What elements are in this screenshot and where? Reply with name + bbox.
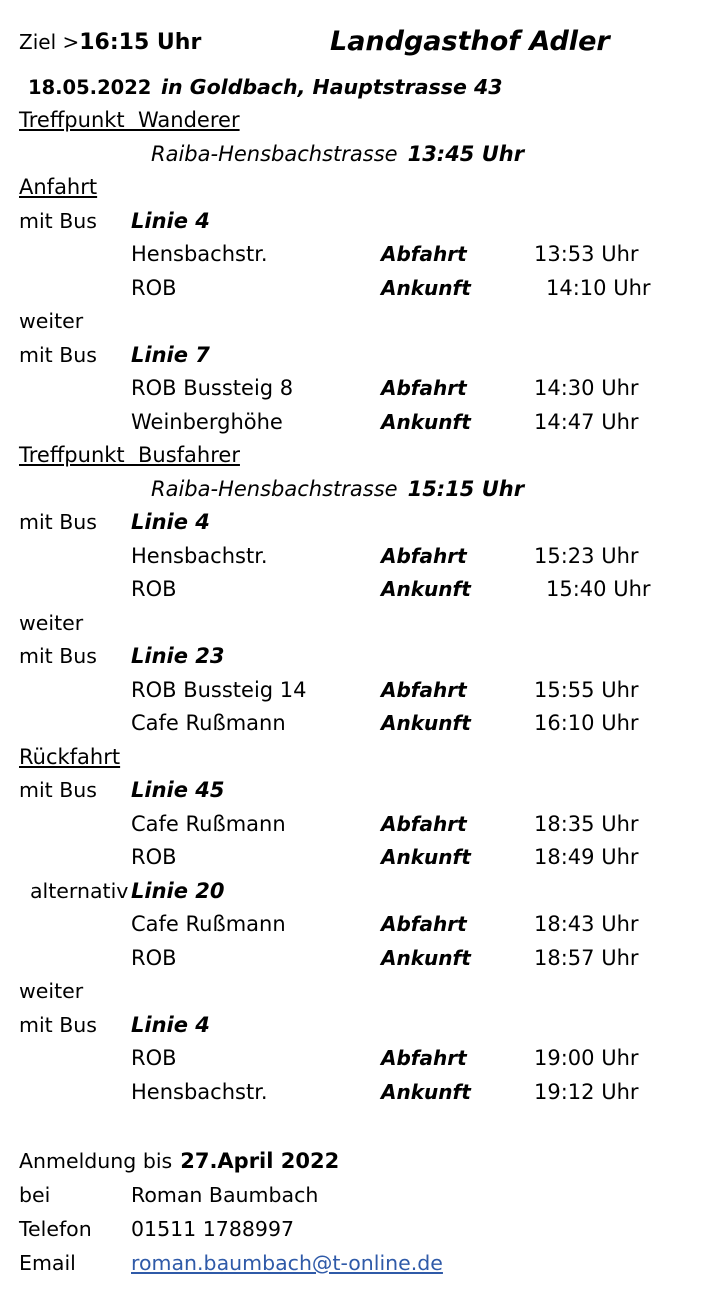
busfahrer-leg2-arr-time: 16:10 Uhr: [534, 711, 639, 735]
rueckfahrt-weiter: [0, 979, 713, 1013]
busfahrer-leg1-departure: [0, 544, 713, 578]
ankunft-label: Ankunft: [381, 845, 471, 869]
section-rueckfahrt: [0, 745, 713, 779]
rueckfahrt-leg2-departure: [0, 1046, 713, 1080]
busfahrer-leg1-arr-stop: ROB: [131, 577, 177, 601]
busfahrer-leg2-dep-time: 15:55 Uhr: [534, 677, 639, 702]
rueckfahrt-leg2-dep-stop: ROB: [131, 1046, 177, 1070]
rueckfahrt-leg1-line: Linie 45: [131, 778, 225, 802]
meetpoint-wanderer-time: 13:45 Uhr: [407, 141, 525, 166]
contact-email-row: [0, 1251, 713, 1285]
rueckfahrt-leg2-line: Linie 4: [131, 1012, 210, 1037]
anfahrt-leg1-departure: [0, 242, 713, 276]
anfahrt-leg2-arr-stop: Weinberghöhe: [131, 409, 283, 434]
target-time: [19, 30, 201, 55]
meetpoint-busfahrer: [0, 477, 713, 511]
date-address-line: [0, 72, 713, 108]
mit-bus-label: mit Bus: [19, 1012, 97, 1037]
registration-deadline-row: [0, 1149, 713, 1183]
spacer: [0, 1113, 713, 1149]
section-anfahrt-label: Anfahrt: [19, 175, 98, 199]
abfahrt-label: Abfahrt: [381, 677, 467, 702]
busfahrer-leg2-dep-stop: ROB Bussteig 14: [131, 677, 307, 702]
anfahrt-weiter: [0, 309, 713, 343]
section-treffpunkt-wanderer-label: Treffpunkt Wanderer: [19, 108, 240, 132]
rueckfahrt-leg1-alt-arr-stop: ROB: [131, 945, 177, 970]
busfahrer-leg2-header: [0, 644, 713, 678]
rueckfahrt-leg2-header: [0, 1013, 713, 1047]
rueckfahrt-leg1-alt-line: Linie 20: [131, 878, 225, 903]
weiter-label: weiter: [19, 309, 84, 333]
rueckfahrt-leg1-dep-time: 18:35 Uhr: [534, 811, 639, 836]
section-treffpunkt-busfahrer: [0, 443, 713, 477]
abfahrt-label: Abfahrt: [381, 242, 467, 266]
abfahrt-label: Abfahrt: [381, 811, 467, 836]
rueckfahrt-leg2-arrival: [0, 1080, 713, 1114]
anfahrt-leg2-dep-time: 14:30 Uhr: [534, 376, 639, 400]
email-value-cell: [131, 1251, 443, 1275]
rueckfahrt-leg1-alt-header: [0, 879, 713, 913]
rueckfahrt-leg1-arr-stop: ROB: [131, 845, 177, 869]
anfahrt-leg1-arrival: [0, 276, 713, 310]
anfahrt-leg1-line: Linie 4: [131, 208, 210, 233]
meetpoint-wanderer-place: Raiba-Hensbachstrasse: [151, 141, 398, 166]
busfahrer-leg1-arrival: [0, 577, 713, 611]
section-anfahrt: [0, 175, 713, 209]
rueckfahrt-leg1-alt-arrival: [0, 946, 713, 980]
mit-bus-label: mit Bus: [19, 510, 97, 534]
rueckfahrt-leg1-arrival: [0, 845, 713, 879]
bei-value: Roman Baumbach: [131, 1183, 319, 1207]
abfahrt-label: Abfahrt: [381, 543, 467, 568]
busfahrer-leg2-departure: [0, 678, 713, 712]
busfahrer-leg2-line: Linie 23: [131, 644, 225, 668]
anfahrt-leg1-dep-stop: Hensbachstr.: [131, 242, 268, 266]
section-treffpunkt-busfahrer-label: Treffpunkt Busfahrer: [19, 443, 240, 467]
busfahrer-leg1-line: Linie 4: [131, 510, 210, 534]
rueckfahrt-leg2-arr-stop: Hensbachstr.: [131, 1079, 268, 1104]
mit-bus-label: mit Bus: [19, 208, 97, 233]
event-date: 18.05.2022: [28, 76, 152, 99]
mit-bus-label: mit Bus: [19, 644, 97, 668]
abfahrt-label: Abfahrt: [381, 912, 467, 936]
target-time-value: 16:15 Uhr: [79, 30, 202, 55]
rueckfahrt-leg1-alt-dep-time: 18:43 Uhr: [534, 912, 639, 936]
anfahrt-leg2-departure: [0, 376, 713, 410]
ankunft-label: Ankunft: [381, 945, 471, 970]
telefon-value: 01511 1788997: [131, 1217, 295, 1241]
anfahrt-leg2-header: [0, 343, 713, 377]
busfahrer-leg1-dep-time: 15:23 Uhr: [534, 543, 639, 568]
contact-phone-row: [0, 1217, 713, 1251]
anfahrt-leg2-dep-stop: ROB Bussteig 8: [131, 376, 294, 400]
anfahrt-leg2-line: Linie 7: [131, 342, 210, 367]
ankunft-label: Ankunft: [381, 409, 471, 434]
event-address: in Goldbach, Hauptstrasse 43: [161, 75, 503, 99]
ankunft-label: Ankunft: [381, 711, 471, 735]
anfahrt-leg1-header: [0, 209, 713, 243]
rueckfahrt-leg1-alt-dep-stop: Cafe Rußmann: [131, 912, 286, 936]
telefon-label: Telefon: [19, 1217, 92, 1241]
busfahrer-weiter: [0, 611, 713, 645]
alternativ-label: alternativ: [30, 878, 129, 903]
abfahrt-label: Abfahrt: [381, 376, 467, 400]
target-time-prefix: Ziel >: [19, 30, 80, 54]
section-treffpunkt-wanderer: [0, 108, 713, 142]
anfahrt-leg1-arr-time: 14:10 Uhr: [546, 275, 651, 300]
venue-title: Landgasthof Adler: [330, 26, 610, 57]
rueckfahrt-leg2-arr-time: 19:12 Uhr: [534, 1079, 639, 1104]
rueckfahrt-leg1-alt-arr-time: 18:57 Uhr: [534, 945, 639, 970]
bei-label: bei: [19, 1183, 51, 1207]
ankunft-label: Ankunft: [381, 577, 471, 601]
rueckfahrt-leg2-dep-time: 19:00 Uhr: [534, 1046, 639, 1070]
rueckfahrt-leg1-alt-departure: [0, 912, 713, 946]
anmeldung-date: 27.April 2022: [180, 1149, 340, 1173]
rueckfahrt-leg1-departure: [0, 812, 713, 846]
ankunft-label: Ankunft: [381, 1079, 471, 1104]
mit-bus-label: mit Bus: [19, 778, 97, 802]
busfahrer-leg2-arrival: [0, 711, 713, 745]
ankunft-label: Ankunft: [381, 275, 471, 300]
rueckfahrt-leg1-header: [0, 778, 713, 812]
anfahrt-leg1-arr-stop: ROB: [131, 275, 177, 300]
busfahrer-leg1-arr-time: 15:40 Uhr: [546, 577, 651, 601]
abfahrt-label: Abfahrt: [381, 1046, 467, 1070]
contact-name-row: [0, 1183, 713, 1217]
registration-block: [0, 1149, 713, 1285]
anfahrt-leg2-arr-time: 14:47 Uhr: [534, 409, 639, 434]
rueckfahrt-leg1-dep-stop: Cafe Rußmann: [131, 811, 286, 836]
busfahrer-leg1-dep-stop: Hensbachstr.: [131, 543, 268, 568]
email-label: Email: [19, 1251, 76, 1275]
anmeldung-label: Anmeldung bis: [19, 1149, 173, 1173]
weiter-label: weiter: [19, 610, 84, 635]
busfahrer-leg2-arr-stop: Cafe Rußmann: [131, 711, 286, 735]
weiter-label: weiter: [19, 979, 84, 1003]
meetpoint-busfahrer-place: Raiba-Hensbachstrasse: [151, 476, 398, 501]
meetpoint-busfahrer-time: 15:15 Uhr: [407, 476, 525, 501]
section-rueckfahrt-label: Rückfahrt: [19, 744, 121, 769]
mit-bus-label: mit Bus: [19, 342, 97, 367]
email-link[interactable]: roman.baumbach@t-online.de: [131, 1251, 443, 1275]
anfahrt-leg1-dep-time: 13:53 Uhr: [534, 242, 639, 266]
meetpoint-wanderer: [0, 142, 713, 176]
busfahrer-leg1-header: [0, 510, 713, 544]
anfahrt-leg2-arrival: [0, 410, 713, 444]
document-header: [0, 0, 713, 72]
rueckfahrt-leg1-arr-time: 18:49 Uhr: [534, 845, 639, 869]
